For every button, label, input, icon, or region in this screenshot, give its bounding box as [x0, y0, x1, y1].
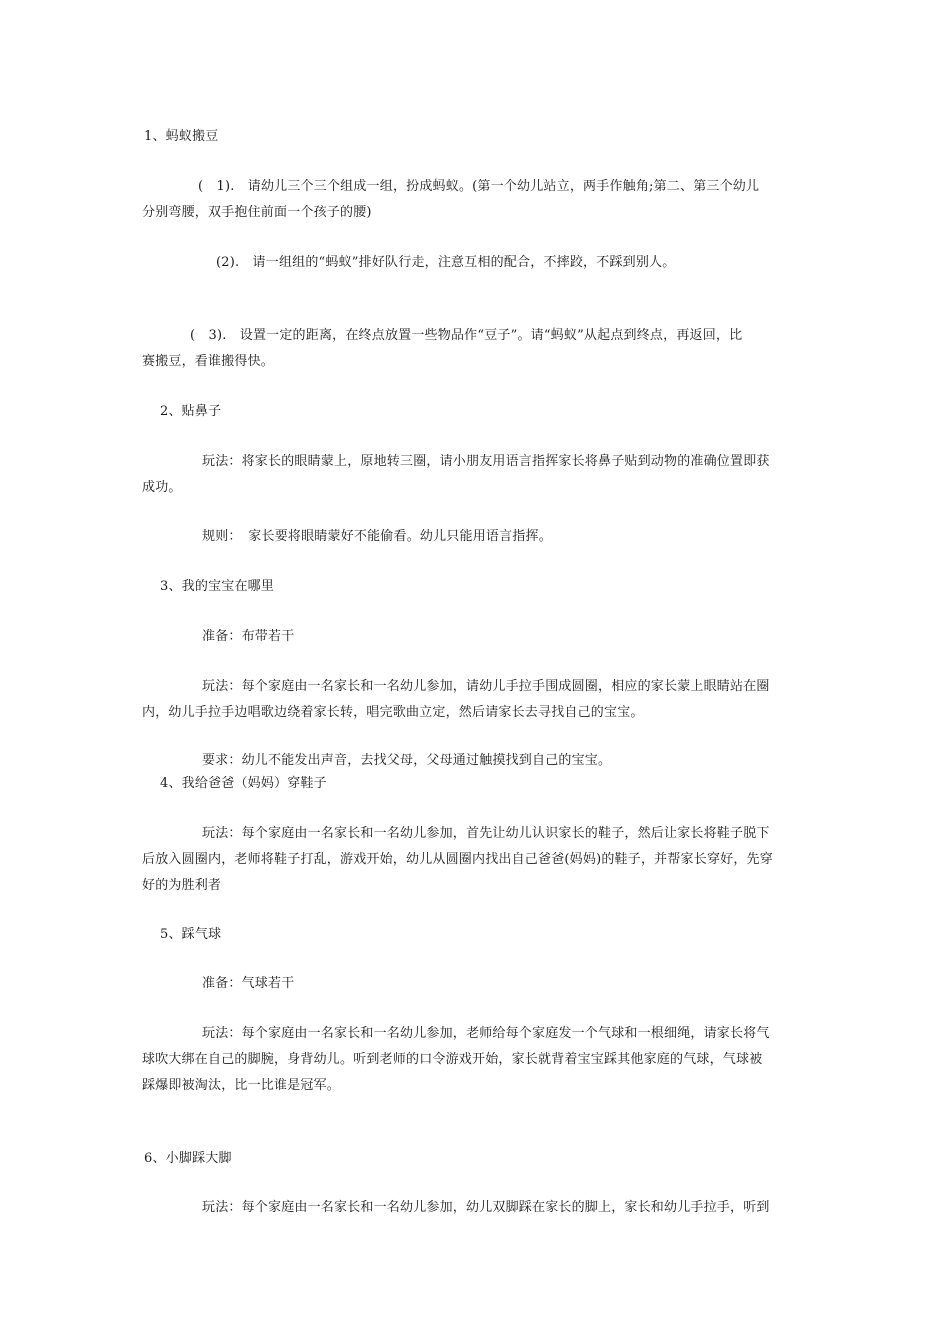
- section-4-play-line-2: 后放入圆圈内，老师将鞋子打乱，游戏开始，幼儿从圆圈内找出自己爸爸(妈妈)的鞋子，并帮家长穿好，先穿: [142, 852, 773, 867]
- section-2-play-line-1: 玩法：将家长的眼睛蒙上，原地转三圈，请小朋友用语言指挥家长将鼻子贴到动物的准确位置即获: [202, 454, 770, 469]
- section-3-play-line-2: 内，幼儿手拉手边唱歌边绕着家长转，唱完歌曲立定，然后请家长去寻找自己的宝宝。: [142, 705, 644, 720]
- section-1-heading: 1、蚂蚁搬豆: [144, 129, 219, 144]
- section-1-step-1-line-1: ( 1). 请幼儿三个三个组成一组，扮成蚂蚁。(第一个幼儿站立，两手作触角;第二、第三个幼儿: [198, 179, 760, 194]
- section-6-heading: 6、小脚踩大脚: [144, 1151, 232, 1166]
- section-4-heading: 4、我给爸爸（妈妈）穿鞋子: [160, 776, 327, 791]
- section-6-play-line-1: 玩法：每个家庭由一名家长和一名幼儿参加，幼儿双脚踩在家长的脚上，家长和幼儿手拉手，听到: [202, 1200, 770, 1215]
- section-3-play-line-1: 玩法：每个家庭由一名家长和一名幼儿参加，请幼儿手拉手围成圆圈，相应的家长蒙上眼睛站在圈: [202, 679, 770, 694]
- section-2-play-line-2: 成功。: [142, 480, 182, 495]
- section-1-step-3-line-1: ( 3). 设置一定的距离，在终点放置一些物品作“豆子”。请“蚂蚁”从起点到终点，再返回，比: [190, 328, 743, 343]
- section-5-play-line-2: 球吹大绑在自己的脚腕，身背幼儿。听到老师的口令游戏开始，家长就背着宝宝踩其他家庭的气球，气球被: [142, 1052, 763, 1067]
- section-1-step-2: (2). 请一组组的“蚂蚁”排好队行走，注意互相的配合，不摔跤，不踩到别人。: [216, 255, 676, 270]
- section-5-play-line-3: 踩爆即被淘汰，比一比谁是冠军。: [142, 1078, 341, 1093]
- section-1-step-3-line-2: 赛搬豆，看谁搬得快。: [142, 354, 275, 369]
- section-4-play-line-3: 好的为胜利者: [142, 878, 222, 893]
- section-5-play-line-1: 玩法：每个家庭由一名家长和一名幼儿参加，老师给每个家庭发一个气球和一根细绳，请家长将气: [202, 1026, 770, 1041]
- section-3-heading: 3、我的宝宝在哪里: [160, 579, 275, 594]
- section-4-play-line-1: 玩法：每个家庭由一名家长和一名幼儿参加，首先让幼儿认识家长的鞋子，然后让家长将鞋子脱下: [202, 826, 770, 841]
- section-2-rule: 规则： 家长要将眼睛蒙好不能偷看。幼儿只能用语言指挥。: [202, 529, 552, 544]
- section-3-requirement: 要求：幼儿不能发出声音，去找父母，父母通过触摸找到自己的宝宝。: [202, 753, 612, 768]
- section-5-prep: 准备：气球若干: [202, 976, 295, 991]
- section-5-heading: 5、踩气球: [160, 927, 222, 942]
- section-2-heading: 2、贴鼻子: [160, 404, 222, 419]
- section-3-prep: 准备：布带若干: [202, 629, 295, 644]
- section-1-step-1-line-2: 分别弯腰，双手抱住前面一个孩子的腰): [142, 205, 372, 220]
